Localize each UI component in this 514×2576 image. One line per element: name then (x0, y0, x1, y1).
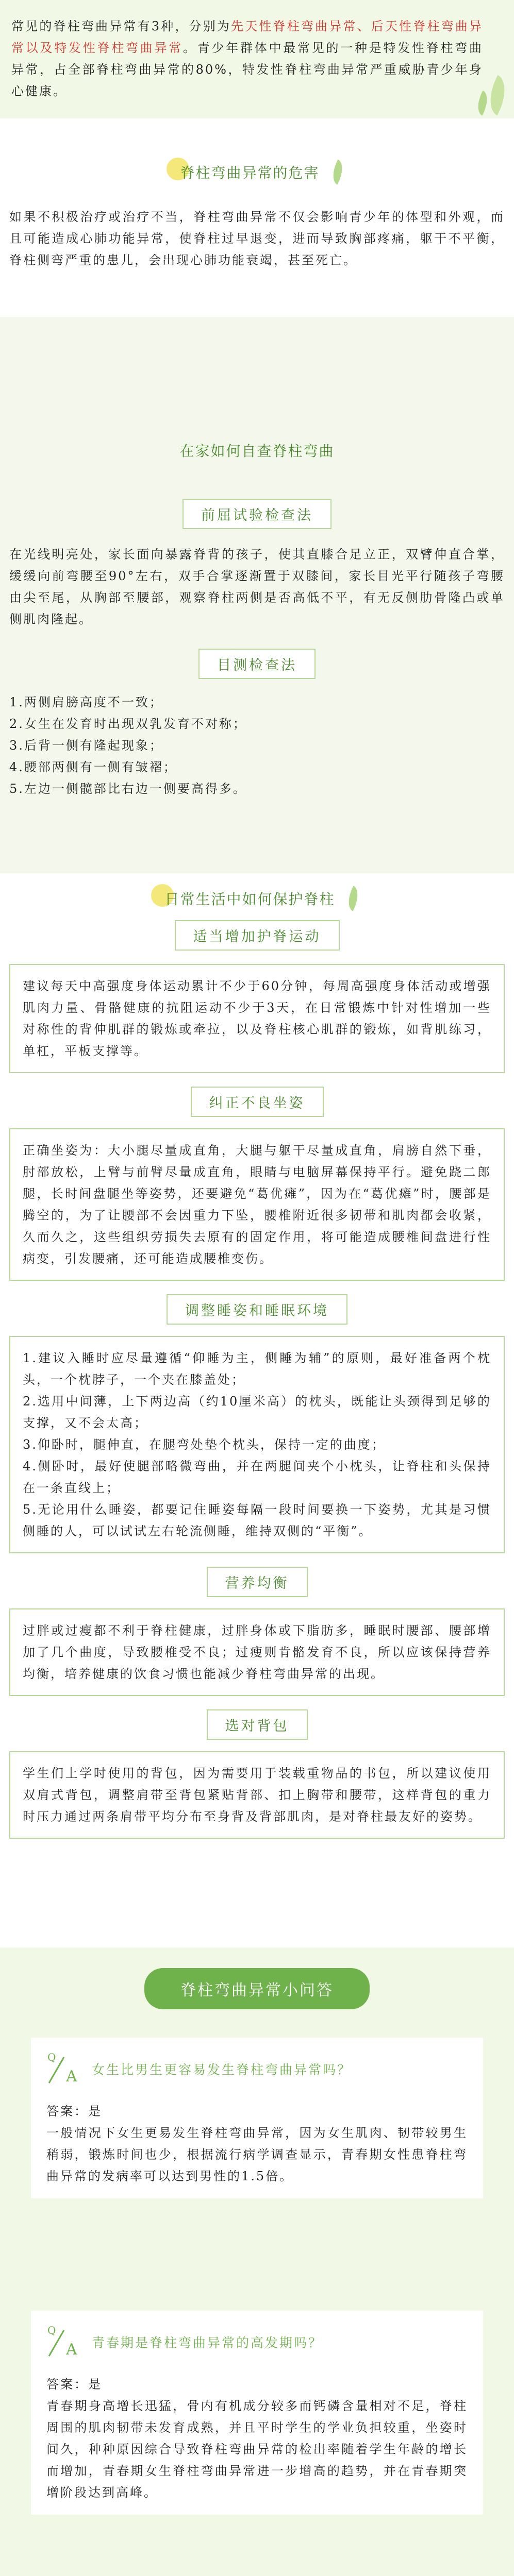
nutrition-text: 过胖或过瘦都不利于脊柱健康，过胖身体或下脂肪多，睡眠时腰部、腰部增加了几个曲度，导致腰椎受不良；过瘦则肯骼发育不良，所以应该保持营养均衡，培养健康的饮食习惯也能减少脊柱弯曲异常的出现。 (23, 1623, 491, 1681)
list-item: 4.侧卧时，最好使腿部略微弯曲，并在两腿间夹个小枕头，让脊柱和头保持在一条直线上； (23, 1459, 491, 1495)
qa-answer-label: 答案：是 (46, 2377, 102, 2392)
nutrition-box (9, 1608, 505, 1696)
harm-body (0, 206, 514, 289)
forward-test-title: 前屈试验检查法 (183, 499, 331, 529)
prevent-section (0, 886, 514, 1917)
prevent-title: 日常生活中如何保护脊柱 (164, 891, 335, 908)
list-item: 4.腰部两侧有一侧有皱褶； (9, 760, 177, 774)
nutrition-title: 营养均衡 (207, 1567, 308, 1597)
visual-test-list (9, 691, 505, 800)
qa-question: 女生比男生更容易发生脊柱弯曲异常吗？ (92, 2062, 352, 2077)
intro-seg4: 。青少年群体中最常见的一种是特发性脊柱弯曲异常，占全部脊柱弯曲异常的80%，特发性脊柱弯曲异常严重威胁青少年身心健康。 (11, 41, 483, 98)
intro-highlight-2: 特发性脊柱弯曲异常 (54, 41, 183, 55)
forward-test-text: 在光线明亮处，家长面向暴露脊背的孩子，使其直膝合足立正，双臂伸直合掌，缓缓向前弯腰至90°左右，双手合掌逐渐置于双膝间，家长目光平行随孩子弯腰由尖至尾，从胸部至腰部，观察脊柱两侧是否高低不平，有无反侧肋骨隆凸或单侧肌肉隆起。 (9, 547, 505, 626)
sleep-title: 调整睡姿和睡眠环境 (167, 1294, 347, 1325)
visual-test-title: 目测检查法 (198, 649, 316, 679)
list-item: 1.建议入睡时应尽量遵循“仰睡为主，侧睡为辅”的原则，最好准备两个枕头，一个枕脖子，一个夹在膝盖处； (23, 1351, 491, 1387)
posture-title: 纠正不良坐姿 (191, 1087, 324, 1117)
harm-header (0, 160, 514, 185)
self-check-section (0, 317, 514, 873)
qa-card-2 (31, 2311, 483, 2515)
qa-card-1 (31, 2038, 483, 2198)
sleep-box (9, 1336, 505, 1553)
qa-title: 脊柱弯曲异常小问答 (144, 1968, 370, 2009)
list-item: 5.无论用什么睡姿，都要记住睡姿每隔一段时间要换一下姿势，尤其是习惯侧睡的人，可以试试左右轮流侧睡，维持双侧的“平衡”。 (23, 1502, 491, 1538)
qa-question: 青春期是脊柱弯曲异常的高发期吗？ (92, 2335, 323, 2350)
qa-icon: Q A (47, 2051, 77, 2086)
qa-icon: Q A (47, 2324, 77, 2359)
exercise-title: 适当增加护脊运动 (175, 920, 340, 951)
exercise-box (9, 964, 505, 1073)
posture-box (9, 1128, 505, 1281)
intro-section (0, 0, 514, 118)
self-check-title: 在家如何自查脊柱弯曲 (179, 443, 335, 460)
list-item: 3.后背一侧有隆起现象； (9, 738, 163, 753)
intro-text (11, 15, 483, 102)
posture-text: 正确坐姿为：大小腿尽量成直角，大腿与躯干尽量成直角，肩膀自然下垂，肘部放松，上臂与前臂尽量成直角，眼睛与电脑屏幕保持平行。避免跷二郎腿，长时间盘腿坐等姿势，还要避免“葛优瘫”，因为在“葛优瘫”时，腰部是腾空的，为了让腰部不会因重力下坠，腰椎附近很多韧带和肌肉都会收紧，久而久之，这些组织劳损失去原有的固定作用，将可能造成腰椎间盘进行性病变，引发腰痛，还可能造成腰椎变伤。 (23, 1143, 491, 1266)
qa-answer: 一般情况下女生更易发生脊柱弯曲异常，因为女生肌肉、韧带较男生稍弱，锻炼时间也少，根据流行病学调查显示，青春期女性患脊柱弯曲异常的发病率可以达到男性的1.5倍。 (46, 2126, 468, 2183)
backpack-title: 选对背包 (207, 1709, 308, 1740)
harm-title: 脊柱弯曲异常的危害 (180, 164, 320, 181)
list-item: 1.两侧肩膀高度不一致； (9, 695, 163, 709)
list-item: 5.左边一侧髋部比右边一侧要高得多。 (9, 782, 247, 796)
backpack-box (9, 1751, 505, 1839)
intro-highlight-1: 先天性脊柱弯曲异常、后天性脊柱弯曲异常以及 (11, 19, 483, 55)
leaf-icon (327, 159, 347, 184)
intro-seg1: 常见的脊柱弯曲异常有3种，分别为 (11, 19, 231, 33)
list-item: 2.选用中间薄，上下两边高（约10厘米高）的枕头，既能让头颈得到足够的支撑，又不会太高； (23, 1394, 491, 1430)
qa-answer-label: 答案：是 (46, 2104, 102, 2119)
exercise-text: 建议每天中高强度身体运动累计不少于60分钟，每周高强度身体活动或增强肌肉力量、骨骼健康的抗阻运动不少于3天，在日常锻炼中针对性增加一些对称性的背伸肌群的锻炼或牵拉，以及脊柱核心肌群的锻炼，如背肌练习，单杠，平板支撑等。 (23, 979, 491, 1058)
qa-answer: 青春期身高增长迅猛，骨内有机成分较多而钙磷含量相对不足，脊柱周围的肌肉韧带未发育成熟，并且平时学生的学业负担较重，坐姿时间久，种种原因综合导致脊柱弯曲异常的检出率随着学生年龄的增长而增加，青春期女生脊柱弯曲异常进一步增高的趋势，并在青春期突增阶段达到高峰。 (46, 2399, 468, 2500)
backpack-text: 学生们上学时使用的背包，因为需要用于装载重物品的书包，所以建议使用双肩式背包，调整肩带至背包紧贴背部、扣上胸带和腰带，这样背包的重力时压力通过两条肩带平均分布至身背及背部肌肉，是对脊柱最友好的姿势。 (23, 1766, 491, 1824)
harm-text: 如果不积极治疗或治疗不当，脊柱弯曲异常不仅会影响青少年的体型和外观，而且可能造成心肺功能异常，使脊柱过早退变，进而导致胸部疼痛，躯干不平衡，脊柱侧弯严重的患儿，会出现心肺功能衰竭，甚至死亡。 (9, 210, 505, 267)
list-item: 2.女生在发育时出现双乳发育不对称； (9, 717, 247, 731)
list-item: 3.仰卧时，腿伸直，在腿弯处垫个枕头，保持一定的曲度； (23, 1437, 386, 1452)
leaf-icon (342, 886, 363, 911)
